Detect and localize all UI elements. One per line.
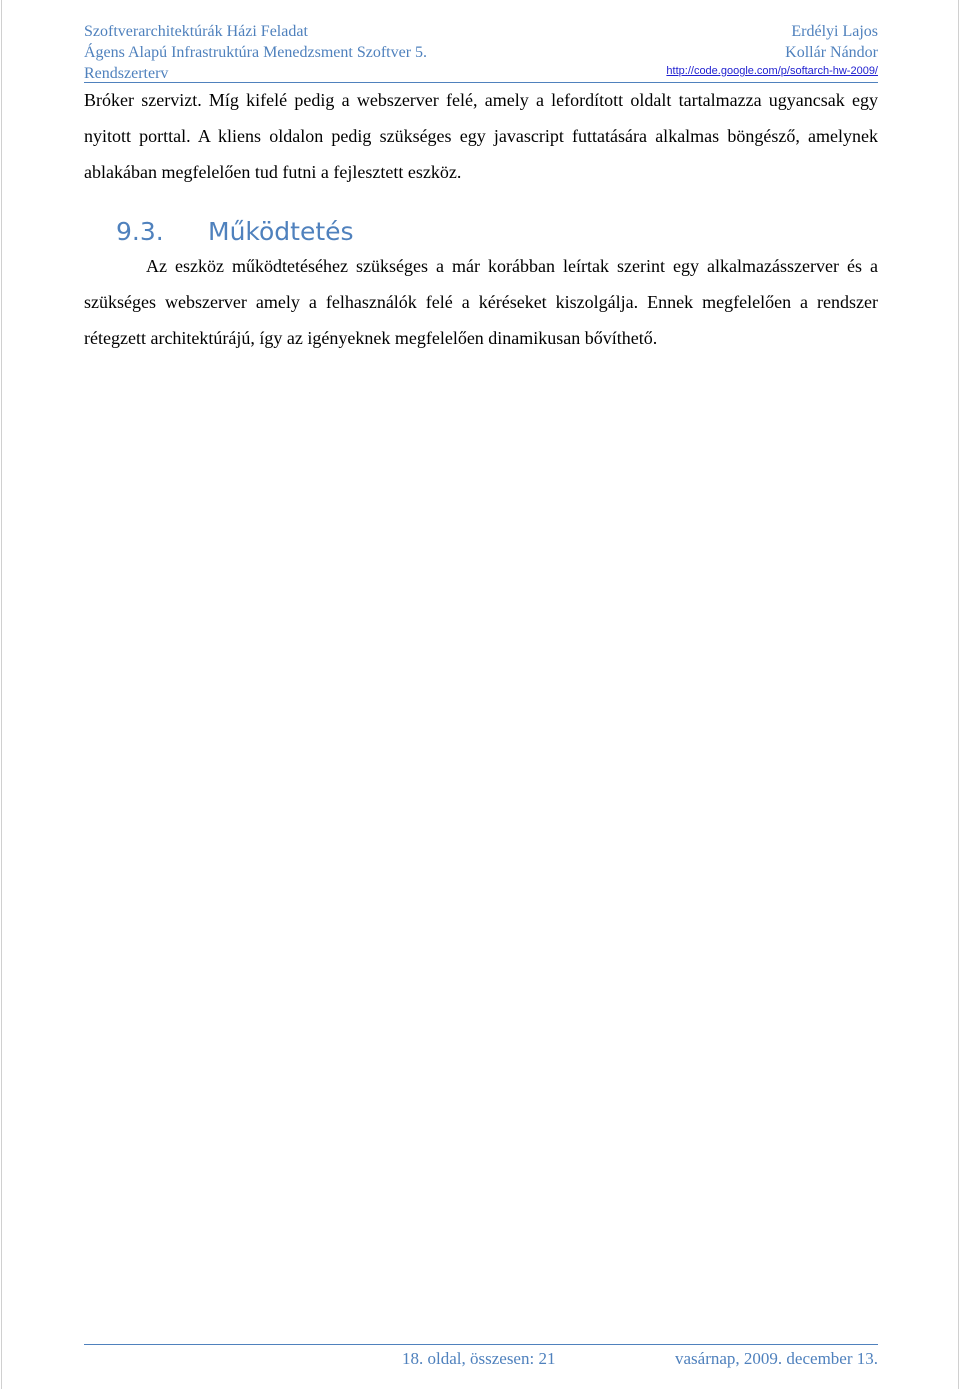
paragraph-1: Bróker szervizt. Míg kifelé pedig a webszerver felé, amely a lefordított oldalt tartalmazza ugyancsak egy nyitott porttal. A kliens oldalon pedig szükséges egy javascript futtatására alkalmas böngésző, amelynek ablakában megfelelően tud futni a fejlesztett eszköz. bbox=[84, 90, 878, 182]
header-course-title: Szoftverarchitektúrák Házi Feladat bbox=[84, 23, 308, 40]
page-border-right bbox=[958, 0, 959, 1389]
header-author-1: Erdélyi Lajos bbox=[791, 23, 878, 40]
header-author-2: Kollár Nándor bbox=[785, 44, 878, 61]
paragraph-2: Az eszköz működtetéséhez szükséges a már korábban leírtak szerint egy alkalmazásszerver és a szükséges webszerver amely a felhasználók felé a kéréseket kiszolgálja. Ennek megfelelően a rendszer rétegzett architektúrájú, így az igényeknek megfelelően dinamikusan bővíthető. bbox=[84, 256, 878, 348]
footer-page-number: 18. oldal, összesen: 21 bbox=[402, 1349, 556, 1368]
section-title: Működtetés bbox=[208, 217, 354, 246]
project-link[interactable]: http://code.google.com/p/softarch-hw-2009/ bbox=[666, 65, 878, 77]
footer-date: vasárnap, 2009. december 13. bbox=[675, 1349, 878, 1368]
header-document-type: Rendszerterv bbox=[84, 65, 169, 82]
footer-divider bbox=[84, 1344, 878, 1345]
section-number: 9.3. bbox=[116, 217, 164, 246]
section-heading bbox=[116, 212, 354, 252]
header-project-title: Ágens Alapú Infrastruktúra Menedzsment Szoftver 5. bbox=[84, 44, 428, 61]
header-right bbox=[785, 21, 878, 63]
page-border-left bbox=[1, 0, 2, 1389]
header-left bbox=[84, 21, 427, 84]
